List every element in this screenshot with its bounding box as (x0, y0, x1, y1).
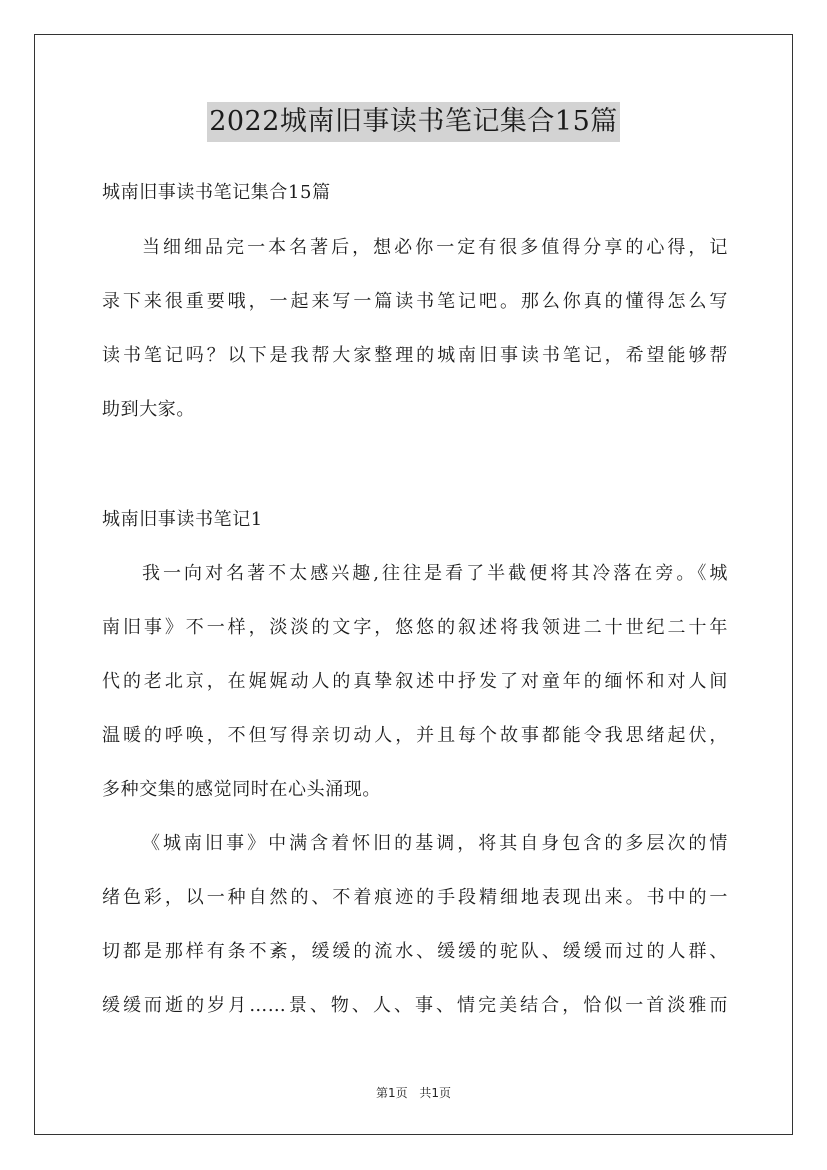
document-title: 2022城南旧事读书笔记集合15篇 (207, 102, 620, 142)
paragraph-line: 南旧事》不一样，淡淡的文字，悠悠的叙述将我领进二十世纪二十年 (102, 617, 728, 638)
title-container (0, 102, 827, 142)
paragraph-line: 代的老北京，在娓娓动人的真挚叙述中抒发了对童年的缅怀和对人间 (102, 671, 728, 692)
intro-line: 助到大家。 (102, 399, 195, 420)
section-heading: 城南旧事读书笔记1 (102, 509, 263, 530)
paragraph-line: 我一向对名著不太感兴趣,往往是看了半截便将其冷落在旁。《城 (142, 563, 728, 584)
intro-line: 当细细品完一本名著后，想必你一定有很多值得分享的心得，记 (142, 237, 728, 258)
paragraph-line: 温暖的呼唤，不但写得亲切动人，并且每个故事都能令我思绪起伏， (102, 725, 728, 746)
intro-line: 读书笔记吗？以下是我帮大家整理的城南旧事读书笔记，希望能够帮 (102, 345, 728, 366)
subtitle: 城南旧事读书笔记集合15篇 (102, 182, 331, 203)
paragraph-line: 多种交集的感觉同时在心头涌现。 (102, 779, 381, 800)
page-footer (0, 1084, 827, 1101)
page-total: 共1页 (419, 1086, 452, 1100)
paragraph-line: 《城南旧事》中满含着怀旧的基调，将其自身包含的多层次的情 (142, 833, 728, 854)
intro-line: 录下来很重要哦，一起来写一篇读书笔记吧。那么你真的懂得怎么写 (102, 291, 728, 312)
paragraph-line: 绪色彩，以一种自然的、不着痕迹的手段精细地表现出来。书中的一 (102, 887, 728, 908)
paragraph-line: 切都是那样有条不紊，缓缓的流水、缓缓的驼队、缓缓而过的人群、 (102, 941, 728, 962)
paragraph-line: 缓缓而逝的岁月……景、物、人、事、情完美结合，恰似一首淡雅而 (102, 995, 728, 1016)
page-number: 第1页 (375, 1086, 408, 1100)
